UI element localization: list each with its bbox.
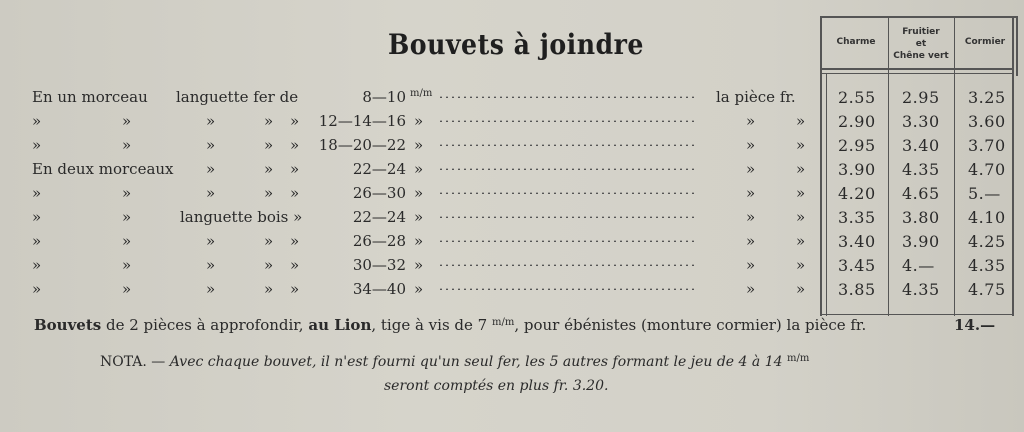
price-cormier: 3.60 [968,112,1006,131]
price-fruitier: 3.80 [902,208,940,227]
row-ditto-2: » [796,256,806,274]
row-size: 22—24 [352,208,406,226]
row-col-3: languette bois » [180,208,303,226]
row-col-4: » [264,232,274,250]
price-cormier: 3.70 [968,136,1006,155]
price-charme: 3.35 [838,208,876,227]
row-ditto-2: » [796,208,806,226]
footer-price: 14.— [954,316,996,334]
price-charme: 2.90 [838,112,876,131]
table-row [0,88,1024,112]
row-size: 22—24 [352,160,406,178]
row-col-5: » [290,136,300,154]
row-col-2: » [122,208,132,226]
table-bottom-rule [820,314,1014,315]
price-cormier: 4.25 [968,232,1006,251]
row-ditto-1: » [746,160,756,178]
table-row [0,208,1024,232]
table-row [0,184,1024,208]
row-col-4: » [264,160,274,178]
price-column-header [820,16,1018,76]
price-fruitier: 3.30 [902,112,940,131]
row-col-2: » [122,256,132,274]
row-ditto-2: » [796,112,806,130]
nota-text: Avec chaque bouvet, il n'est fourni qu'un seul fer, les 5 autres formant le jeu de 4 à 14 [169,354,787,370]
price-fruitier: 3.90 [902,232,940,251]
price-cormier: 4.75 [968,280,1006,299]
price-fruitier: 4.35 [902,280,940,299]
price-fruitier: 4.65 [902,184,940,203]
row-ditto-2: » [796,232,806,250]
price-charme: 3.90 [838,160,876,179]
row-size: 34—40 [352,280,406,298]
price-cormier: 3.25 [968,88,1006,107]
row-col-4: » [264,280,274,298]
row-col-3: » [206,112,216,130]
nota-unit: m/m [786,353,810,364]
row-ditto-1: » [746,184,756,202]
dot-leader [438,264,696,266]
row-ditto-2: » [796,184,806,202]
row-size: 26—28 [352,232,406,250]
row-piece-label: la pièce fr. [716,88,796,106]
footer-bold-lion: au Lion [308,316,372,334]
row-col-2: » [122,184,132,202]
row-size-suffix: » [414,256,424,274]
nota-line-1 [100,354,809,370]
price-charme: 3.85 [838,280,876,299]
row-col-5: » [290,256,300,274]
row-size: 18—20—22 [318,136,406,154]
row-size: 8—10 [362,88,406,106]
header-fruitier-line1: Fruitier [902,27,940,37]
row-col-3: » [206,256,216,274]
row-size-suffix: » [414,280,424,298]
row-size: 26—30 [352,184,406,202]
row-col-4: » [264,136,274,154]
row-ditto-2: » [796,136,806,154]
row-col-4: » [264,256,274,274]
price-cormier: 4.10 [968,208,1006,227]
dot-leader [438,120,696,122]
footer-text-3: , pour ébénistes (monture cormier) la pièce fr. [514,316,867,334]
row-col-4: » [264,112,274,130]
row-size-suffix: » [414,184,424,202]
row-col-3: » [206,160,216,178]
row-label: » [32,280,42,298]
header-rule-inner [822,73,1014,74]
row-col-3: » [206,280,216,298]
row-unit: m/m [410,88,433,99]
row-col-2: languette fer de [176,88,299,106]
header-fruitier [890,26,952,62]
price-cormier: 4.70 [968,160,1006,179]
footer-bold-bouvets: Bouvets [34,316,102,334]
row-ditto-1: » [746,232,756,250]
price-fruitier: 2.95 [902,88,940,107]
table-row [0,256,1024,280]
price-fruitier: 4.35 [902,160,940,179]
dot-leader [438,240,696,242]
row-col-5: » [290,232,300,250]
dot-leader [438,288,696,290]
row-label: » [32,112,42,130]
row-col-2: » [122,232,132,250]
dot-leader [438,216,696,218]
row-col-3: » [206,136,216,154]
row-col-2: » [122,112,132,130]
row-col-5: » [290,112,300,130]
row-label: En un morceau [32,88,148,106]
price-cormier: 5.— [968,184,1001,203]
header-fruitier-line2: et [915,39,927,49]
row-ditto-1: » [746,256,756,274]
header-cormier: Cormier [964,37,1006,47]
row-label: » [32,256,42,274]
header-fruitier-line3: Chêne vert [893,51,949,61]
header-rule [822,68,1014,70]
row-ditto-1: » [746,136,756,154]
row-col-2: » [122,280,132,298]
table-row [0,232,1024,256]
row-col-2: » [122,136,132,154]
nota-label: NOTA. — [100,354,170,370]
dot-leader [438,192,696,194]
row-col-3: » [206,232,216,250]
dot-leader [438,168,696,170]
row-label: En deux morceaux [32,160,174,178]
table-row [0,160,1024,184]
row-ditto-1: » [746,280,756,298]
row-ditto-1: » [746,208,756,226]
row-label: » [32,136,42,154]
row-col-3: » [206,184,216,202]
row-ditto-1: » [746,112,756,130]
row-col-5: » [290,160,300,178]
table-row [0,280,1024,304]
row-col-5: » [290,280,300,298]
row-size-suffix: » [414,112,424,130]
row-col-4: » [264,184,274,202]
row-ditto-2: » [796,280,806,298]
price-fruitier: 3.40 [902,136,940,155]
row-ditto-2: » [796,160,806,178]
price-charme: 3.45 [838,256,876,275]
row-size-suffix: » [414,232,424,250]
row-size: 30—32 [352,256,406,274]
page-title: Bouvets à joindre [388,28,644,61]
row-size: 12—14—16 [318,112,406,130]
table-row [0,136,1024,160]
row-size-suffix: » [414,160,424,178]
nota-line-2: seront comptés en plus fr. 3.20. [384,378,609,394]
footer-line [34,316,866,334]
price-charme: 4.20 [838,184,876,203]
row-label: » [32,184,42,202]
dot-leader [438,96,696,98]
row-size-suffix: » [414,208,424,226]
table-row [0,112,1024,136]
footer-text-1: de 2 pièces à approfondir, [101,316,309,334]
row-col-5: » [290,184,300,202]
price-charme: 3.40 [838,232,876,251]
price-charme: 2.95 [838,136,876,155]
header-charme: Charme [836,37,876,47]
row-size-suffix: » [414,136,424,154]
row-label: » [32,208,42,226]
price-charme: 2.55 [838,88,876,107]
price-cormier: 4.35 [968,256,1006,275]
price-fruitier: 4.— [902,256,935,275]
row-label: » [32,232,42,250]
footer-unit: m/m [491,317,515,328]
footer-text-2: , tige à vis de 7 [371,316,492,334]
dot-leader [438,144,696,146]
